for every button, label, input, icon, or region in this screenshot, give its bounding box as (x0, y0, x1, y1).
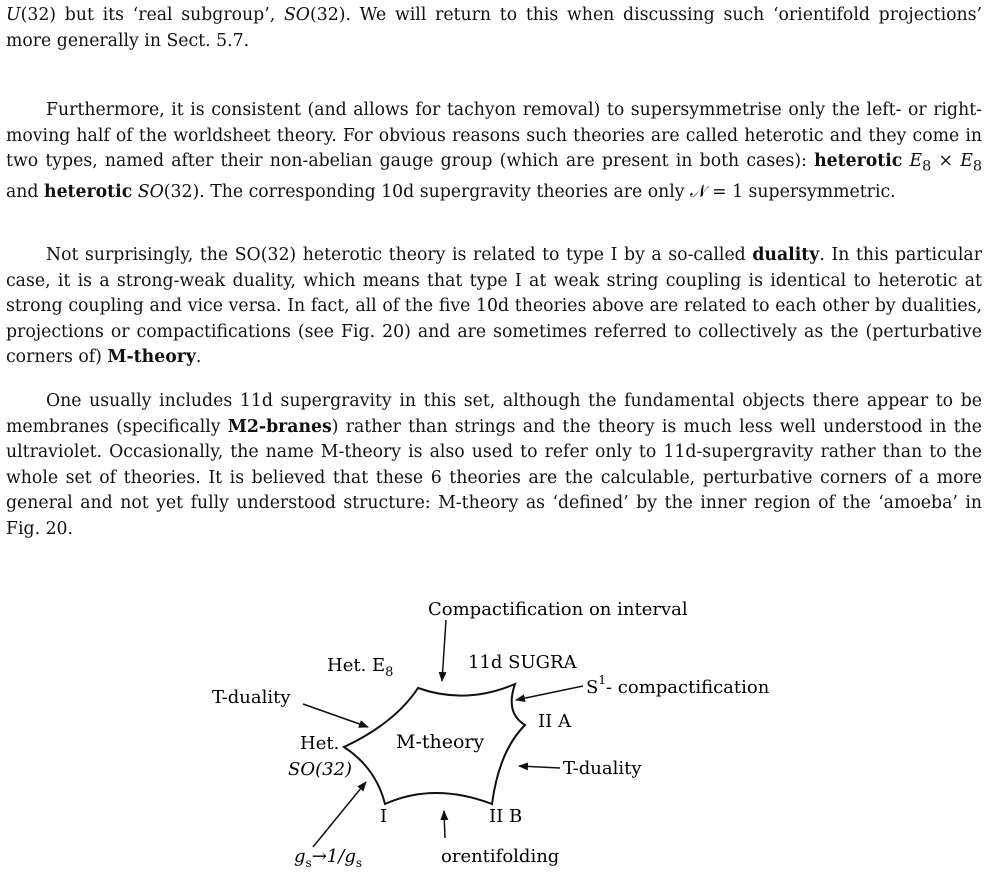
text-run: and (6, 181, 44, 202)
bold-term: duality (752, 245, 820, 265)
math-e8: × E (931, 151, 973, 171)
math-e8: E (902, 151, 923, 171)
text-run: One usually includes 11d supergravity in this set, although the fundamental objects there appear to be membranes (specifically (6, 391, 982, 437)
math-so: SO (283, 5, 310, 25)
arrow-compactification-interval (442, 620, 446, 681)
label-het-e8: Het. $E_8$ (327, 655, 394, 680)
bold-term: heterotic (814, 151, 903, 171)
bold-term: M2-branes (227, 416, 332, 437)
label-orientifolding: orentifolding (441, 846, 560, 867)
label-11d-sugra: 11d SUGRA (468, 652, 577, 673)
text-run: (32). The corresponding 10d supergravity theories are only 𝒩 = 1 supersymmetric. (163, 181, 896, 202)
math-u: U (6, 5, 21, 25)
text-run: . In this particular case, it is a strong-weak duality, which means that type I at weak string coupling is identical to heterotic at strong coupling and vice versa. In fact, all of the five 10d theories above are related to each other by dualities, projections or compactifications (see Fig. 20) and are sometimes referred to collectively as the (perturbative corners of) (6, 245, 982, 367)
label-compactification-interval: Compactification on interval (428, 599, 688, 620)
label-t-duality-right: T-duality (563, 758, 642, 779)
text-run: ) rather than strings and the theory is much less well understood in the ultraviolet. Occasionally, the name M-theory is also used to refer only to 11d-supergravity rather than to the whole set of theories. It is believed that these 6 theories are the calculable, perturbative corners of a more general and not yet fully understood structure: M-theory as ‘defined’ by the inner region of the ‘amoeba’ in Fig. 20. (6, 416, 982, 539)
label-type-i: I (380, 806, 388, 827)
label-m-theory: M-theory (396, 731, 485, 753)
text-run: . (195, 347, 202, 367)
label-het: Het. (300, 733, 340, 754)
text-run: (32) but its ‘real subgroup’, (20, 5, 284, 25)
label-iia: II A (538, 711, 571, 732)
arrow-t-duality-left (303, 704, 368, 727)
text-run: Not surprisingly, the SO(32) heterotic theory is related to type I by a so-called (46, 245, 753, 265)
label-t-duality-left: T-duality (212, 687, 291, 708)
arrow-s1-compactification (516, 686, 583, 700)
bold-term: M-theory (107, 347, 196, 367)
label-iib: II B (489, 806, 523, 827)
arrow-orientifolding (444, 811, 445, 838)
arrow-t-duality-right (519, 766, 560, 768)
text-run: Furthermore, it is consistent (and allows for tachyon removal) to supersymmetrise only the left- or right-moving half of the worldsheet theory. For obvious reasons such theories are called heterotic and they come in two types, named after their non-abelian gauge group (which are present in both cases): (6, 100, 982, 171)
label-s1-compactification: $S^1-$ compactification (586, 673, 770, 698)
subscript: 8 (972, 158, 982, 175)
math-so: SO (132, 181, 164, 202)
text-run: (32). We will return to this when discussing such ‘orientifold projections’ more generally in Sect. 5.7. (6, 5, 982, 51)
subscript: 8 (922, 158, 932, 175)
label-coupling-duality: $g_s\to 1/g_s$ (294, 846, 363, 870)
label-so32: SO(32) (288, 759, 353, 780)
bold-term: heterotic (44, 181, 133, 202)
arrow-coupling-duality (313, 782, 366, 847)
